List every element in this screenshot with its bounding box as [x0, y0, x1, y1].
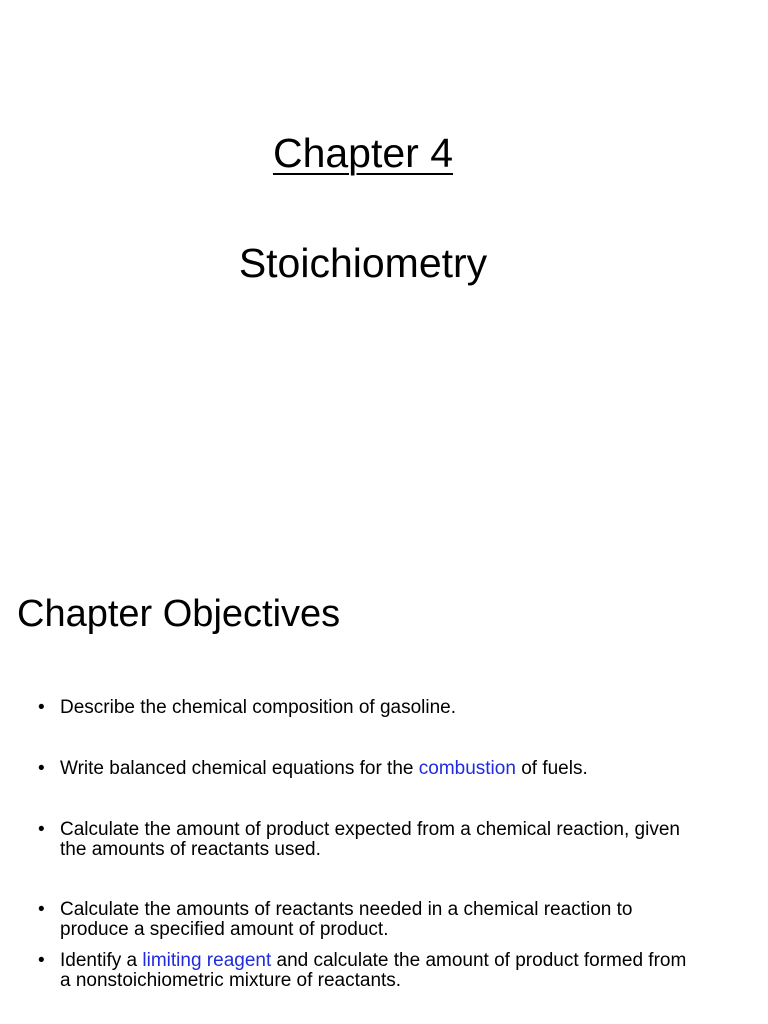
objectives-slide: [0, 540, 768, 1024]
objective-item: [38, 698, 698, 718]
bullet-icon: •: [38, 950, 45, 971]
bullet-icon: •: [38, 899, 45, 920]
bullet-icon: •: [38, 819, 45, 840]
objective-item: [38, 951, 698, 991]
objective-item: [38, 820, 698, 860]
objective-text: Calculate the amount of product expected from a chemical reaction, given the amounts of reactants used.: [60, 819, 680, 860]
objective-text-before: Write balanced chemical equations for the: [60, 758, 419, 779]
objective-item: [38, 900, 698, 940]
objective-text: Describe the chemical composition of gasoline.: [60, 697, 457, 718]
objective-item: [38, 759, 698, 779]
combustion-term-link[interactable]: combustion: [418, 758, 516, 779]
objectives-heading: Chapter Objectives: [17, 593, 341, 635]
objective-text: Calculate the amounts of reactants needed in a chemical reaction to produce a specified amount of product.: [60, 899, 633, 940]
limiting-reagent-term-link[interactable]: limiting reagent: [142, 950, 272, 971]
bullet-icon: •: [38, 758, 45, 779]
chapter-subtitle: Stoichiometry: [238, 240, 488, 286]
objective-text-after: of fuels.: [515, 758, 588, 779]
bullet-icon: •: [38, 697, 45, 718]
objective-text-after: and calculate the amount of product formed from a nonstoichiometric mixture of reactants.: [60, 950, 687, 991]
chapter-title: Chapter 4: [272, 130, 454, 176]
objective-text-before: Identify a: [60, 950, 143, 971]
